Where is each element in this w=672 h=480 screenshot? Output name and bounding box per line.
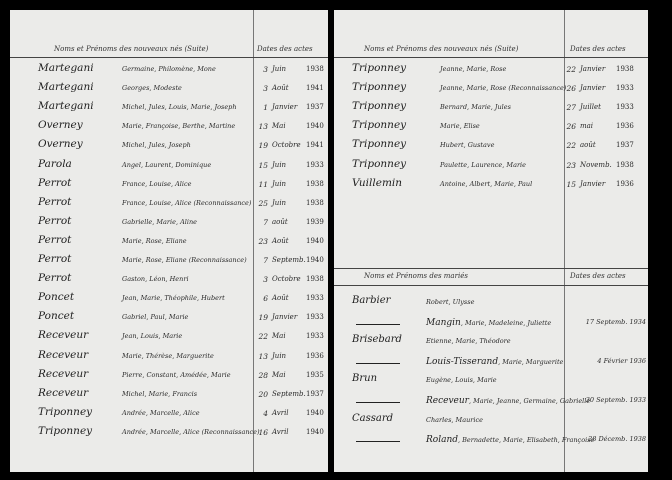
surname: Receveur bbox=[38, 367, 89, 380]
register-row bbox=[334, 177, 648, 197]
act-year: 1938 bbox=[306, 179, 324, 188]
given-names: Marie, Elise bbox=[440, 122, 480, 131]
act-month: Novemb. bbox=[580, 160, 612, 169]
marriage-date: 17 Septemb. 1934 bbox=[585, 317, 646, 326]
surname: Perrot bbox=[38, 214, 72, 227]
act-month: Octobre bbox=[272, 275, 301, 284]
surname: Overney bbox=[38, 138, 83, 151]
left-header-names: Noms et Prénoms des nouveaux nés (Suite) bbox=[54, 45, 209, 53]
groom-surname: Brisebard bbox=[352, 334, 402, 346]
register-row bbox=[10, 196, 328, 216]
given-names: Antoine, Albert, Marie, Paul bbox=[440, 179, 533, 188]
act-month: Juin bbox=[272, 160, 287, 169]
given-names: Gabriel, Paul, Marie bbox=[122, 313, 189, 322]
register-row bbox=[10, 387, 328, 407]
given-names: France, Louise, Alice (Reconnaissance) bbox=[122, 198, 252, 207]
spouse-names bbox=[426, 318, 562, 328]
act-year: 1941 bbox=[306, 84, 324, 93]
act-month: Avril bbox=[272, 408, 289, 417]
register-row bbox=[334, 138, 648, 158]
act-year: 1940 bbox=[306, 256, 324, 264]
register-row bbox=[334, 119, 648, 139]
marriage-row bbox=[334, 432, 648, 452]
given-names: Georges, Modeste bbox=[122, 84, 182, 93]
marriage-row bbox=[334, 315, 648, 335]
act-day: 7 bbox=[263, 217, 268, 227]
register-row bbox=[10, 425, 328, 445]
register-row bbox=[334, 62, 648, 82]
repeat-dash bbox=[356, 363, 400, 364]
surname: Triponney bbox=[352, 62, 407, 74]
act-year: 1936 bbox=[616, 179, 634, 188]
act-day: 13 bbox=[258, 351, 268, 361]
register-row bbox=[10, 215, 328, 235]
marriage-row bbox=[334, 354, 648, 374]
given-names: Pierre, Constant, Amédée, Marie bbox=[122, 370, 231, 379]
register-row bbox=[10, 349, 328, 369]
given-names: Michel, Jules, Louis, Marie, Joseph bbox=[122, 103, 237, 112]
act-day: 3 bbox=[263, 275, 268, 285]
register-row bbox=[10, 291, 328, 311]
marriage-row bbox=[334, 373, 648, 393]
surname: Triponney bbox=[352, 138, 407, 151]
marriage-date: 30 Septemb. 1933 bbox=[585, 396, 646, 404]
act-day: 1 bbox=[263, 103, 268, 113]
register-row bbox=[10, 253, 328, 273]
act-month: Octobre bbox=[272, 141, 301, 150]
act-year: 1938 bbox=[306, 65, 324, 73]
surname: Triponney bbox=[352, 100, 407, 113]
act-year: 1937 bbox=[306, 103, 324, 112]
act-year: 1935 bbox=[306, 370, 324, 379]
surname: Perrot bbox=[38, 272, 72, 285]
repeat-dash bbox=[356, 324, 400, 325]
spouse-given-names: , Marie, Madeleine, Juliette bbox=[460, 318, 552, 327]
act-day: 28 bbox=[258, 370, 268, 380]
left-page bbox=[10, 10, 328, 472]
surname: Perrot bbox=[38, 176, 72, 189]
act-day: 22 bbox=[258, 332, 268, 342]
marriage-date: 4 Février 1936 bbox=[597, 356, 646, 365]
spouse-surname: Receveur bbox=[426, 396, 469, 406]
act-month: Juin bbox=[272, 179, 287, 188]
marriage-row bbox=[334, 295, 648, 315]
act-year: 1940 bbox=[306, 236, 324, 245]
act-year: 1937 bbox=[306, 389, 324, 398]
register-row bbox=[10, 100, 328, 120]
given-names: Jeanne, Marie, Rose bbox=[440, 65, 507, 73]
surname: Triponney bbox=[352, 81, 407, 94]
spouse-names bbox=[426, 357, 562, 367]
marriage-date: 28 Décemb. 1938 bbox=[588, 435, 646, 444]
act-month: Juin bbox=[272, 198, 287, 207]
act-month: Janvier bbox=[580, 65, 606, 73]
left-header-rule bbox=[10, 57, 328, 58]
act-year: 1933 bbox=[306, 160, 324, 169]
act-month: Août bbox=[272, 236, 289, 245]
act-day: 4 bbox=[263, 408, 268, 418]
spouse-names bbox=[426, 376, 562, 384]
given-names: Marie, Rose, Eliane (Reconnaissance) bbox=[122, 256, 247, 264]
marriage-row bbox=[334, 413, 648, 433]
register-row bbox=[10, 272, 328, 292]
given-names: Jeanne, Marie, Rose (Reconnaissance) bbox=[440, 84, 567, 93]
given-names: Hubert, Gustave bbox=[440, 141, 495, 150]
act-year: 1937 bbox=[616, 141, 634, 150]
surname: Poncet bbox=[38, 291, 75, 304]
act-day: 26 bbox=[566, 122, 576, 132]
surname: Receveur bbox=[38, 348, 89, 361]
act-year: 1933 bbox=[616, 84, 634, 93]
spouse-given-names: Etienne, Marie, Théodore bbox=[426, 337, 511, 346]
surname: Perrot bbox=[38, 253, 72, 265]
act-day: 25 bbox=[258, 198, 268, 208]
surname: Perrot bbox=[38, 195, 72, 208]
act-year: 1938 bbox=[616, 160, 634, 169]
groom-surname: Brun bbox=[352, 373, 378, 385]
register-row bbox=[334, 158, 648, 178]
given-names: Michel, Jules, Joseph bbox=[122, 141, 191, 150]
act-month: Juin bbox=[272, 65, 287, 73]
surname: Martegani bbox=[38, 100, 94, 113]
surname: Overney bbox=[38, 119, 83, 132]
given-names: Marie, Thérèse, Marguerite bbox=[122, 351, 214, 360]
act-year: 1938 bbox=[306, 275, 324, 284]
act-day: 19 bbox=[258, 313, 268, 323]
act-day: 20 bbox=[258, 389, 268, 399]
act-month: août bbox=[272, 217, 288, 226]
act-year: 1938 bbox=[616, 65, 634, 73]
act-year: 1933 bbox=[306, 313, 324, 322]
marriages-header-rule bbox=[334, 285, 648, 286]
act-month: Juin bbox=[272, 351, 287, 360]
register-row bbox=[10, 177, 328, 197]
act-month: Août bbox=[272, 294, 289, 303]
surname: Triponney bbox=[38, 405, 93, 418]
surname: Martegani bbox=[38, 81, 94, 94]
right-header-dates: Dates des actes bbox=[570, 45, 626, 53]
act-day: 23 bbox=[258, 236, 268, 246]
register-row bbox=[10, 310, 328, 330]
marriage-row bbox=[334, 334, 648, 354]
surname: Triponney bbox=[352, 157, 407, 170]
act-month: Septemb. bbox=[272, 389, 306, 398]
spouse-given-names: , Marie, Marguerite bbox=[498, 357, 564, 366]
act-year: 1940 bbox=[306, 427, 324, 436]
spouse-names bbox=[426, 396, 591, 406]
surname: Parola bbox=[38, 157, 72, 170]
act-day: 7 bbox=[263, 256, 268, 265]
act-year: 1936 bbox=[616, 122, 634, 131]
spouse-given-names: Eugène, Louis, Marie bbox=[426, 376, 497, 385]
act-year: 1940 bbox=[306, 408, 324, 417]
register-row bbox=[10, 158, 328, 178]
act-day: 6 bbox=[263, 294, 268, 304]
surname: Receveur bbox=[38, 329, 89, 342]
act-year: 1938 bbox=[306, 198, 324, 207]
act-day: 15 bbox=[258, 160, 268, 170]
spouse-surname: Mangin bbox=[426, 317, 461, 328]
spouse-names bbox=[426, 416, 562, 424]
act-year: 1941 bbox=[306, 141, 324, 150]
spouse-names bbox=[426, 337, 562, 345]
groom-surname: Barbier bbox=[352, 295, 391, 306]
act-month: Septemb. bbox=[272, 256, 306, 264]
marriages-top-rule bbox=[334, 268, 648, 269]
act-month: mai bbox=[580, 122, 594, 131]
given-names: Andrée, Marcelle, Alice (Reconnaissance) bbox=[122, 427, 260, 436]
act-day: 16 bbox=[258, 427, 268, 437]
register-row bbox=[10, 81, 328, 101]
surname: Martegani bbox=[38, 62, 94, 74]
left-header-dates: Dates des actes bbox=[257, 45, 313, 53]
act-month: Août bbox=[272, 84, 289, 93]
spouse-given-names: , Bernadette, Marie, Elisabeth, Françoise bbox=[458, 436, 595, 445]
right-header-names: Noms et Prénoms des nouveaux nés (Suite) bbox=[364, 45, 519, 53]
marriages-header-names: Noms et Prénoms des mariés bbox=[364, 272, 468, 280]
act-day: 22 bbox=[566, 65, 576, 74]
repeat-dash bbox=[356, 441, 400, 442]
act-day: 23 bbox=[566, 160, 576, 170]
given-names: Bernard, Marie, Jules bbox=[440, 103, 511, 112]
spouse-given-names: Charles, Maurice bbox=[426, 415, 483, 424]
surname: Receveur bbox=[38, 386, 89, 399]
surname: Poncet bbox=[38, 310, 75, 323]
given-names: Andrée, Marcelle, Alice bbox=[122, 408, 200, 417]
act-day: 22 bbox=[566, 141, 576, 151]
surname: Perrot bbox=[38, 233, 72, 246]
act-month: Janvier bbox=[580, 84, 606, 93]
act-year: 1933 bbox=[306, 294, 324, 303]
register-row bbox=[10, 62, 328, 82]
act-month: Avril bbox=[272, 427, 289, 436]
act-month: Juillet bbox=[580, 103, 601, 112]
given-names: Gaston, Léon, Henri bbox=[122, 275, 189, 284]
given-names: Michel, Marie, Francis bbox=[122, 389, 198, 398]
act-day: 13 bbox=[258, 122, 268, 132]
register-row bbox=[10, 406, 328, 426]
act-month: Janvier bbox=[272, 103, 298, 112]
register-row bbox=[10, 329, 328, 349]
surname: Triponney bbox=[38, 424, 93, 437]
register-row bbox=[334, 81, 648, 101]
right-page bbox=[334, 10, 648, 472]
given-names: Jean, Marie, Théophile, Hubert bbox=[122, 294, 225, 303]
spouse-given-names: Robert, Ulysse bbox=[426, 298, 475, 306]
act-month: Mai bbox=[272, 332, 286, 341]
register-row bbox=[10, 119, 328, 139]
given-names: Marie, Rose, Eliane bbox=[122, 236, 187, 245]
given-names: Angel, Laurent, Dominique bbox=[122, 160, 212, 169]
act-year: 1933 bbox=[306, 332, 324, 341]
register-row bbox=[10, 368, 328, 388]
spouse-surname: Louis-Tisserand bbox=[426, 356, 499, 367]
register-row bbox=[10, 138, 328, 158]
act-month: août bbox=[580, 141, 596, 150]
register-row bbox=[10, 234, 328, 254]
marriages-header-dates: Dates des actes bbox=[570, 272, 626, 280]
right-header-rule bbox=[334, 57, 648, 58]
surname: Vuillemin bbox=[352, 176, 403, 189]
spouse-names bbox=[426, 298, 562, 306]
act-year: 1933 bbox=[616, 103, 634, 112]
given-names: Gabrielle, Marie, Aline bbox=[122, 217, 197, 226]
act-day: 26 bbox=[566, 84, 576, 94]
act-month: Mai bbox=[272, 122, 286, 131]
given-names: Marie, Françoise, Berthe, Martine bbox=[122, 122, 236, 131]
act-day: 27 bbox=[566, 103, 576, 113]
register-row bbox=[334, 100, 648, 120]
act-day: 11 bbox=[258, 179, 268, 189]
repeat-dash bbox=[356, 402, 400, 403]
act-day: 3 bbox=[263, 84, 268, 94]
given-names: France, Louise, Alice bbox=[122, 179, 192, 188]
act-month: Janvier bbox=[272, 313, 298, 322]
marriage-row bbox=[334, 393, 648, 413]
act-month: Mai bbox=[272, 370, 286, 379]
act-month: Janvier bbox=[580, 179, 606, 188]
act-day: 3 bbox=[263, 65, 268, 74]
spouse-surname: Roland bbox=[426, 435, 458, 446]
act-year: 1936 bbox=[306, 351, 324, 360]
surname: Triponney bbox=[352, 119, 407, 132]
given-names: Paulette, Laurence, Marie bbox=[440, 160, 526, 169]
given-names: Germaine, Philomène, Mone bbox=[122, 65, 216, 73]
act-year: 1939 bbox=[306, 217, 324, 226]
act-year: 1940 bbox=[306, 122, 324, 131]
act-day: 15 bbox=[566, 179, 576, 189]
act-day: 19 bbox=[258, 141, 268, 151]
groom-surname: Cassard bbox=[352, 412, 394, 424]
spouse-given-names: , Marie, Jeanne, Germaine, Gabrielle bbox=[468, 397, 591, 405]
spouse-names bbox=[426, 435, 595, 446]
given-names: Jean, Louis, Marie bbox=[122, 332, 183, 341]
